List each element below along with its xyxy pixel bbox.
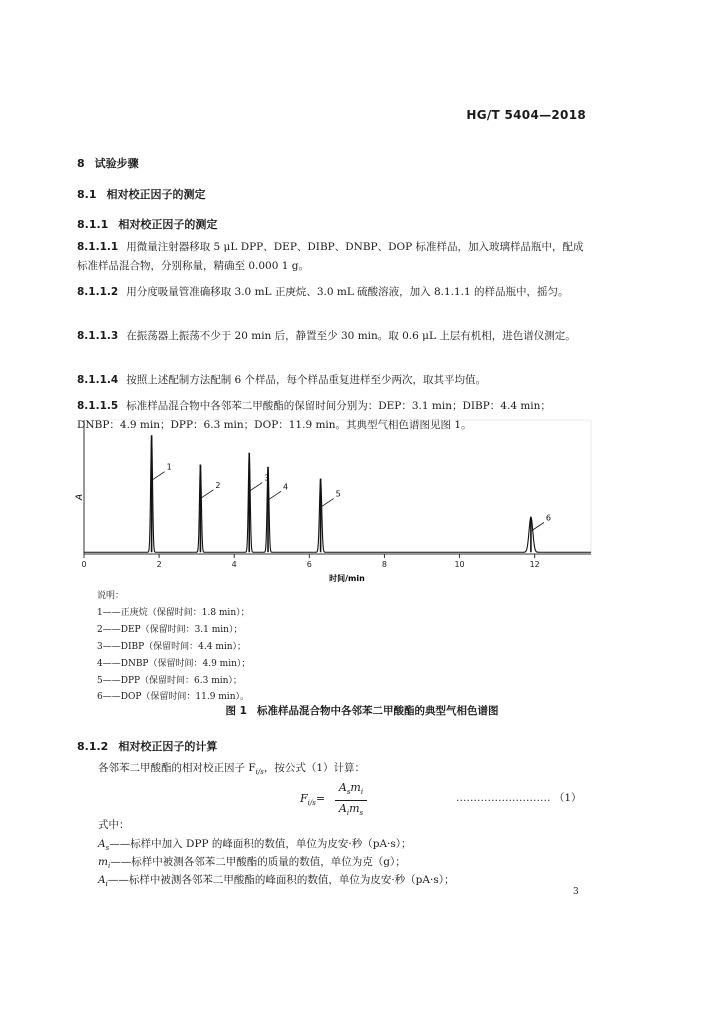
formula-equals: = bbox=[315, 792, 326, 805]
peak-leader-line bbox=[250, 483, 262, 491]
formula-lhs-sub: i/s bbox=[307, 799, 316, 808]
fraction-bar bbox=[335, 800, 367, 801]
legend-item: 4——DNBP（保留时间：4.9 min）； bbox=[97, 659, 251, 669]
x-axis-label: 时间/min bbox=[329, 574, 365, 583]
section-title: 相对校正因子的计算 bbox=[118, 740, 218, 753]
peak-label: 2 bbox=[215, 480, 221, 490]
calc-intro-tail: ，按公式（1）计算： bbox=[263, 762, 366, 774]
page-number: 3 bbox=[573, 887, 579, 897]
clause-number: 8.1.1.5 bbox=[77, 400, 119, 412]
den-symbol-a: A bbox=[338, 802, 347, 815]
num-symbol-a: A bbox=[338, 781, 347, 794]
legend-item: 6——DOP（保留时间：11.9 min）。 bbox=[97, 692, 249, 702]
formula-denominator bbox=[336, 802, 366, 817]
var-sub: i bbox=[105, 880, 108, 889]
peak-leader-line bbox=[153, 472, 165, 480]
legend-title: 说明： bbox=[97, 591, 125, 601]
legend-item: 1——正庚烷（保留时间：1.8 min）； bbox=[97, 608, 250, 618]
num-sub-a: s bbox=[346, 788, 351, 797]
section-number: 8.1.1 bbox=[77, 218, 109, 231]
var-sub: s bbox=[105, 844, 110, 853]
formula-lhs bbox=[300, 792, 325, 807]
section-number: 8 bbox=[77, 157, 85, 170]
calc-intro bbox=[98, 759, 598, 782]
clause-text: 标准样品混合物中各邻苯二甲酸酯的保留时间分别为：DEP：3.1 min；DIBP：4.4 min；DNBP：4.9 min；DPP：6.3 min；DOP：11.9 min。其典型气相色谱图见图 1。 bbox=[77, 400, 551, 431]
den-sub-m: s bbox=[359, 809, 364, 818]
var-desc: ——标样中加入 DPP 的峰面积的数值，单位为皮安·秒（pA·s）； bbox=[109, 838, 412, 850]
x-tick-label: 8 bbox=[381, 560, 387, 569]
clause-number: 8.1.1.4 bbox=[77, 374, 119, 386]
formula-lhs-symbol: F bbox=[300, 792, 308, 805]
formula-numerator bbox=[336, 781, 366, 796]
peak-leader-line bbox=[269, 491, 281, 499]
legend-item: 3——DIBP（保留时间：4.4 min）； bbox=[97, 642, 247, 652]
where-label: 式中： bbox=[98, 819, 130, 831]
clause-number: 8.1.1.2 bbox=[77, 286, 119, 298]
variable-definition bbox=[98, 872, 454, 888]
y-axis-label: A bbox=[75, 493, 85, 501]
legend-item: 5——DPP（保留时间：6.3 min）； bbox=[97, 676, 242, 686]
section-number: 8.1.2 bbox=[77, 740, 109, 753]
x-tick-label: 0 bbox=[81, 560, 87, 569]
peak-label: 3 bbox=[264, 473, 270, 483]
den-sub-a: i bbox=[346, 809, 350, 818]
figure-number: 图 1 bbox=[225, 705, 247, 717]
peak-leader-line bbox=[201, 490, 213, 498]
peak-leader-line bbox=[322, 499, 334, 507]
x-tick-label: 12 bbox=[529, 560, 540, 569]
peak-label: 1 bbox=[166, 462, 172, 472]
legend-item: 2——DEP（保留时间：3.1 min）； bbox=[97, 625, 243, 635]
clause-number: 8.1.1.1 bbox=[77, 241, 119, 253]
section-8-1-2-heading bbox=[77, 738, 217, 754]
clause-number: 8.1.1.3 bbox=[77, 330, 119, 342]
section-title: 试验步骤 bbox=[94, 157, 139, 170]
figure-caption-text: 标准样品混合物中各邻苯二甲酸酯的典型气相色谱图 bbox=[256, 705, 499, 717]
chart-peak-labels bbox=[153, 463, 551, 531]
variable-definition bbox=[98, 836, 412, 852]
var-symbol: A bbox=[98, 874, 106, 886]
den-symbol-m: m bbox=[349, 802, 360, 815]
clause-text: 在振荡器上振荡不少于 20 min 后，静置至少 30 min。取 0.6 μL 上层有机相，进色谱仪测定。 bbox=[126, 330, 576, 342]
standard-number: HG/T 5404—2018 bbox=[466, 108, 586, 122]
clause-text: 用分度吸量管准确移取 3.0 mL 正庚烷、3.0 mL 硫酸溶液，加入 8.1.1.1 的样品瓶中，摇匀。 bbox=[126, 286, 569, 298]
x-tick-label: 2 bbox=[156, 560, 162, 569]
variable-definition bbox=[98, 854, 406, 870]
section-title: 相对校正因子的测定 bbox=[106, 188, 206, 201]
clause-text: 按照上述配制方法配制 6 个样品，每个样品重复进样至少两次，取其平均值。 bbox=[126, 374, 487, 386]
x-tick-label: 4 bbox=[231, 560, 237, 569]
calc-intro-sub: i/s bbox=[255, 768, 264, 777]
calc-intro-text: 各邻苯二甲酸酯的相对校正因子 F bbox=[98, 762, 256, 774]
num-symbol-m: m bbox=[350, 781, 361, 794]
var-sub: i bbox=[107, 862, 111, 871]
peak-label: 4 bbox=[283, 482, 289, 492]
peak-label: 5 bbox=[335, 489, 341, 499]
chart-ticks bbox=[81, 554, 539, 569]
var-desc: ——标样中被测各邻苯二甲酸酯的峰面积的数值，单位为皮安·秒（pA·s）； bbox=[107, 874, 455, 886]
var-symbol: m bbox=[98, 856, 108, 868]
x-tick-label: 10 bbox=[454, 560, 465, 569]
var-symbol: A bbox=[98, 838, 106, 850]
section-title: 相对校正因子的测定 bbox=[118, 218, 218, 231]
x-tick-label: 6 bbox=[306, 560, 312, 569]
clause-text: 用微量注射器移取 5 μL DPP、DEP、DIBP、DNBP、DOP 标准样品，加入玻璃样品瓶中，配成标准样品混合物，分别称量，精确至 0.000 1 g。 bbox=[77, 241, 584, 272]
formula-number: ……………………… （1） bbox=[456, 792, 582, 804]
num-sub-m: i bbox=[360, 788, 364, 797]
chart-axes bbox=[84, 420, 591, 554]
figure-caption bbox=[0, 703, 724, 718]
peak-label: 6 bbox=[545, 513, 552, 523]
var-desc: ——标样中被测各邻苯二甲酸酯的质量的数值，单位为克（g）； bbox=[110, 856, 406, 868]
peak-leader-line bbox=[532, 522, 544, 530]
section-number: 8.1 bbox=[77, 188, 97, 201]
